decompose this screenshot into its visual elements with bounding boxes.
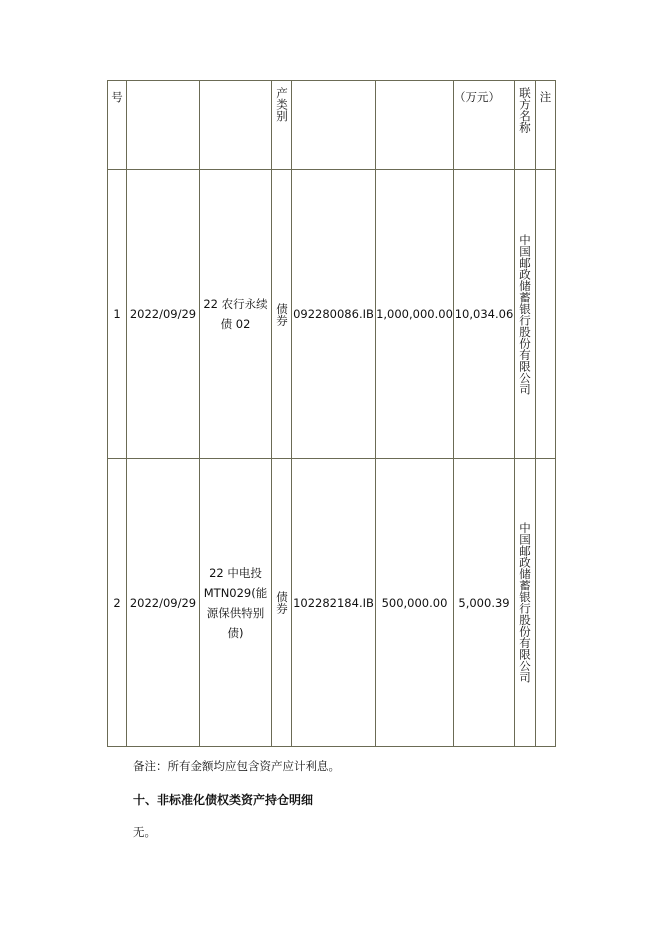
- row-code: 102282184.IB: [292, 459, 376, 747]
- header-code: [292, 81, 376, 170]
- row-note: [536, 459, 556, 747]
- row-index: 2: [108, 459, 127, 747]
- header-category: 产类别: [272, 81, 292, 170]
- row-date: 2022/09/29: [127, 459, 200, 747]
- header-quantity: [376, 81, 454, 170]
- row-code: 092280086.IB: [292, 170, 376, 459]
- table-row: [108, 170, 556, 459]
- row-category: 债券: [272, 459, 292, 747]
- row-quantity: 1,000,000.00: [376, 170, 454, 459]
- header-date: [127, 81, 200, 170]
- row-name: 22 中电投MTN029(能源保供特别债): [200, 459, 272, 747]
- remark-text: 备注：所有金额均应包含资产应计利息。: [133, 759, 340, 773]
- row-party: 中国邮政储蓄银行股份有限公司: [515, 459, 536, 747]
- header-name: [200, 81, 272, 170]
- row-name: 22 农行永续债 02: [200, 170, 272, 459]
- header-amount: （万元）: [454, 81, 515, 170]
- row-amount: 10,034.06: [454, 170, 515, 459]
- section-body: 无。: [133, 825, 156, 839]
- row-category: 债券: [272, 170, 292, 459]
- row-date: 2022/09/29: [127, 170, 200, 459]
- row-amount: 5,000.39: [454, 459, 515, 747]
- header-party: 联方名称: [515, 81, 536, 170]
- table-row: [108, 459, 556, 747]
- header-index: 号: [108, 81, 127, 170]
- row-quantity: 500,000.00: [376, 459, 454, 747]
- header-note: 注: [536, 81, 556, 170]
- row-note: [536, 170, 556, 459]
- row-index: 1: [108, 170, 127, 459]
- table-header-row: [108, 81, 556, 170]
- section-title: 十、非标准化债权类资产持仓明细: [133, 793, 314, 807]
- row-party: 中国邮政储蓄银行股份有限公司: [515, 170, 536, 459]
- holdings-table: [107, 80, 556, 747]
